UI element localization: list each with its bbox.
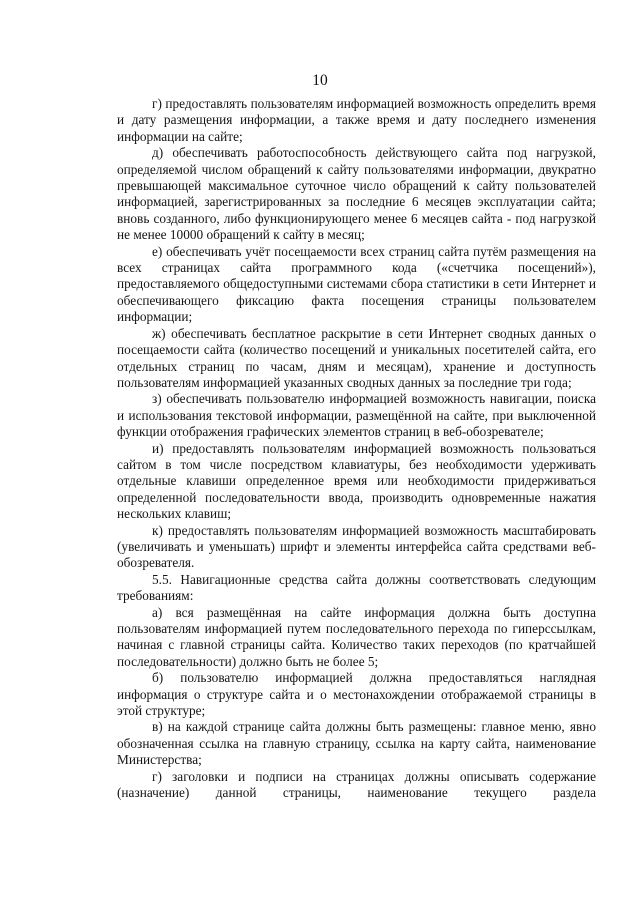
- paragraph-k: к) предоставлять пользователям информацией возможность масштабировать (увеличивать и уменьшать) шрифт и элементы интерфейса сайта средствами веб-обозревателя.: [117, 522, 596, 571]
- paragraph-a: а) вся размещённая на сайте информация должна быть доступна пользователям информацией путем последовательного перехода по гиперссылкам, начиная с главной страницы сайта. Количество таких переходов (по кратчайшей последовательности) должно быть не более 5;: [117, 604, 596, 669]
- paragraph-g: г) предоставлять пользователям информацией возможность определить время и дату размещения информации, а также время и дату последнего изменения информации на сайте;: [117, 96, 596, 144]
- paragraph-z: з) обеспечивать пользователю информацией возможность навигации, поиска и использования текстовой информации, размещённой на сайте, при выключенной функции отображения графических элементов страниц в веб-обозревателе;: [117, 391, 596, 440]
- paragraph-i: и) предоставлять пользователям информацией возможность пользоваться сайтом в том числе посредством клавиатуры, без необходимости удерживать отдельные клавиши определенное время или необходимости придерживаться определенной последовательности ввода, производить одновременные нажатия нескольких клавиш;: [117, 440, 596, 522]
- paragraph-zh: ж) обеспечивать бесплатное раскрытие в сети Интернет сводных данных о посещаемости сайта (количество посещений и уникальных посетителей сайта, его отдельных страниц по часам, дням и месяцам), хранение и доступность пользователям информацией указанных сводных данных за последние три года;: [117, 325, 596, 390]
- document-body: [117, 96, 596, 801]
- page-number: 10: [312, 72, 328, 89]
- paragraph-e: е) обеспечивать учёт посещаемости всех страниц сайта путём размещения на всех страницах сайта программного кода («счетчика посещений»), предоставляемого общедоступными системами сбора статистики в сети Интернет и обеспечивающего фиксацию факта посещения страницы пользователем информации;: [117, 243, 596, 325]
- paragraph-b: б) пользователю информацией должна предоставляться наглядная информация о структуре сайта и о местонахождении отображаемой страницы в этой структуре;: [117, 670, 596, 719]
- section-5-5-heading: 5.5. Навигационные средства сайта должны соответствовать следующим требованиям:: [117, 571, 596, 604]
- paragraph-g-continued: г) заголовки и подписи на страницах должны описывать содержание (назначение) данной страницы, наименование текущего раздела: [117, 768, 596, 801]
- paragraph-v: в) на каждой странице сайта должны быть размещены: главное меню, явно обозначенная ссылка на главную страницу, ссылка на карту сайта, наименование Министерства;: [117, 719, 596, 768]
- paragraph-d: д) обеспечивать работоспособность действующего сайта под нагрузкой, определяемой числом обращений к сайту пользователями информации, двукратно превышающей максимальное суточное число обращений к сайту пользователей информацией, зарегистрированных за последние 6 месяцев эксплуатации сайта; вновь созданного, либо функционирующего менее 6 месяцев сайта - под нагрузкой не менее 10000 обращений к сайту в месяц;: [117, 145, 596, 243]
